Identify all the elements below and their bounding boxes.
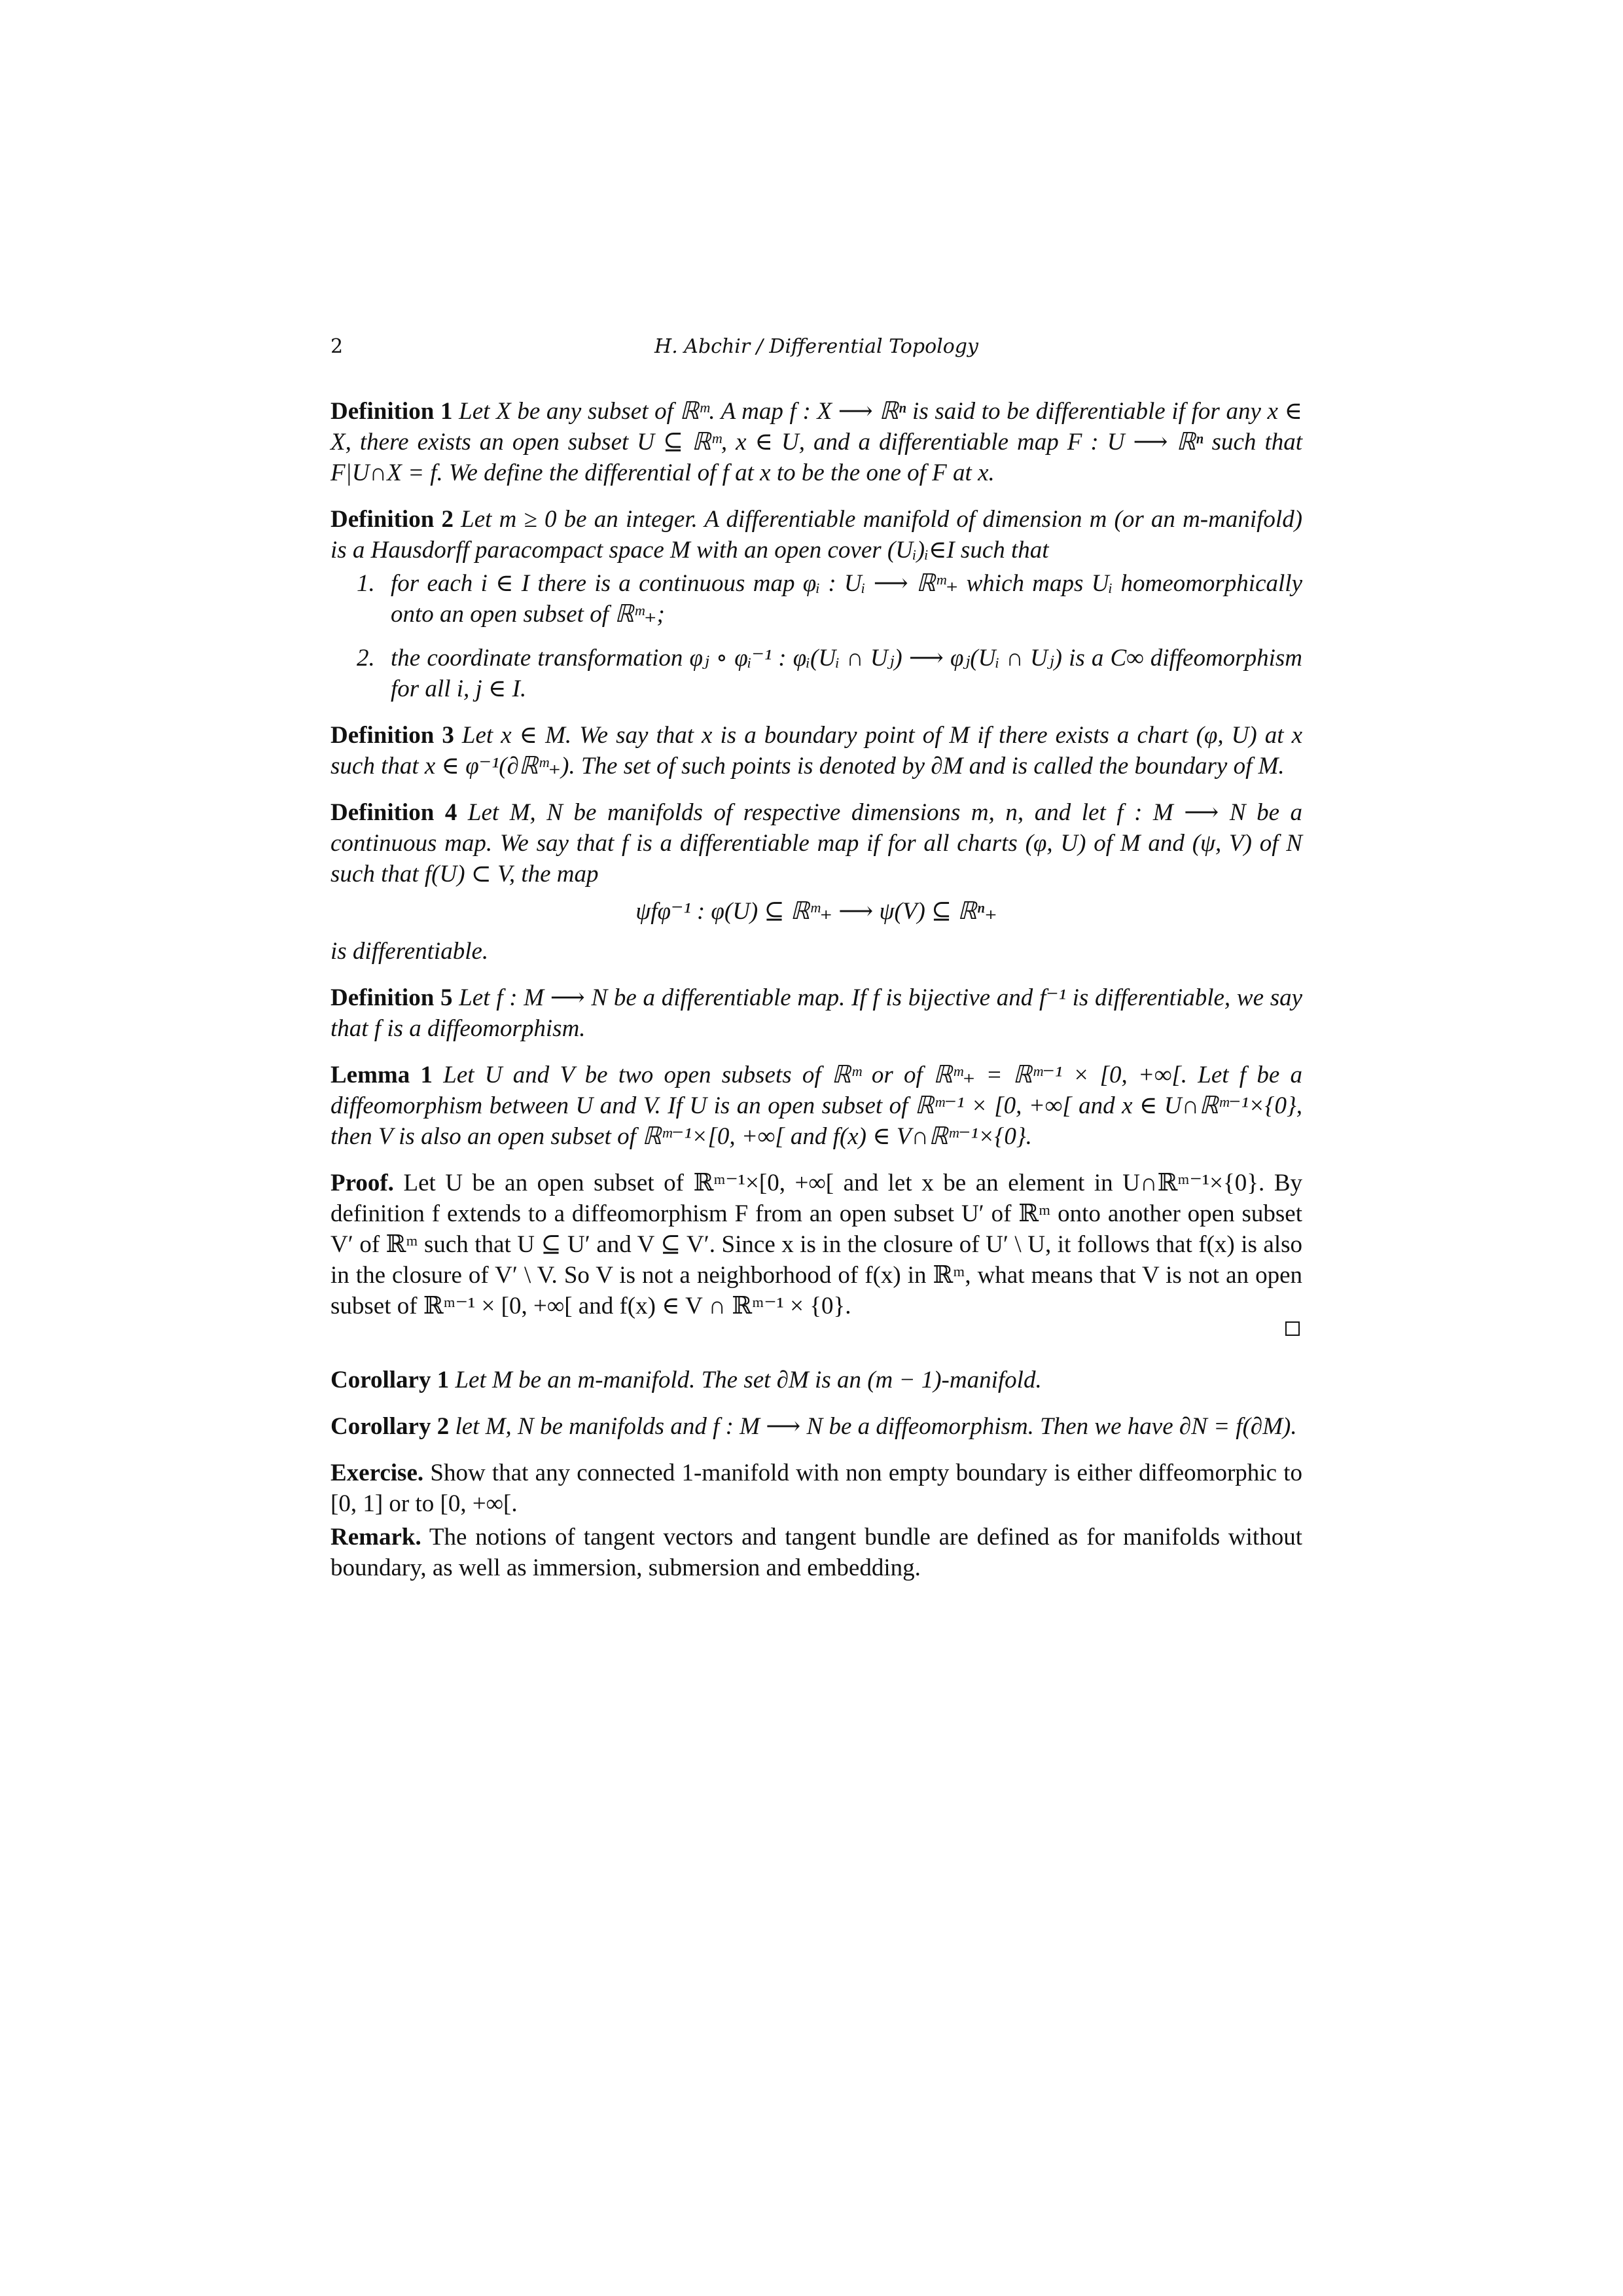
display-equation: ψfφ⁻¹ : φ(U) ⊆ ℝᵐ₊ ⟶ ψ(V) ⊆ ℝⁿ₊ xyxy=(635,898,997,925)
corollary-2 xyxy=(330,1411,1302,1442)
list-item-number: 1. xyxy=(357,570,375,597)
definition-5 xyxy=(330,982,1302,1044)
definition-1-label: Definition 1 xyxy=(330,398,453,425)
definition-2-label: Definition 2 xyxy=(330,506,454,533)
lemma-1-text: Let U and V be two open subsets of ℝᵐ or of ℝᵐ₊ = ℝᵐ⁻¹ × [0, +∞[. Let f be a diffeomorphism between U and V. If U is an open subset of ℝᵐ⁻¹ × [0, +∞[ and x ∈ U∩ℝᵐ⁻¹×{0}, then V is also an open subset of ℝᵐ⁻¹×[0, +∞[ and f(x) ∈ V∩ℝᵐ⁻¹×{0}. xyxy=(330,1062,1302,1150)
qed-row xyxy=(330,1315,1302,1348)
definition-3-label: Definition 3 xyxy=(330,722,454,749)
definition-3 xyxy=(330,720,1302,781)
definition-5-text: Let f : M ⟶ N be a differentiable map. If f is bijective and f⁻¹ is differentiable, we say that f is a diffeomorphism. xyxy=(330,984,1303,1042)
definition-4-text: Let M, N be manifolds of respective dimensions m, n, and let f : M ⟶ N be a continuous map. We say that f is a differentiable map if for all charts (φ, U) of M and (ψ, V) of N such that f(U) ⊂ V, the map xyxy=(330,799,1303,888)
definition-4-continuation: is differentiable. xyxy=(330,938,489,965)
page-number: 2 xyxy=(330,335,344,358)
definition-5-label: Definition 5 xyxy=(330,984,453,1011)
remark-text: The notions of tangent vectors and tangent bundle are defined as for manifolds without boundary, as well as immersion, submersion and embedding. xyxy=(330,1524,1302,1581)
definition-2-list xyxy=(330,568,1302,704)
page-header xyxy=(330,335,1302,368)
definition-2 xyxy=(330,504,1302,565)
lemma-1-label: Lemma 1 xyxy=(330,1062,433,1088)
proof-label: Proof. xyxy=(330,1170,394,1196)
definition-2-text: Let m ≥ 0 be an integer. A differentiable manifold of dimension m (or an m-manifold) is a Hausdorff paracompact space M with an open cover (Uᵢ)ᵢ∈I such that xyxy=(330,506,1303,564)
corollary-2-label: Corollary 2 xyxy=(330,1413,450,1440)
definition-4 xyxy=(330,797,1302,889)
list-item-number: 2. xyxy=(357,645,375,672)
running-head: H. Abchir / Differential Topology xyxy=(654,335,978,358)
corollary-1-label: Corollary 1 xyxy=(330,1367,450,1393)
definition-4-label: Definition 4 xyxy=(330,799,457,826)
page-body xyxy=(330,396,1302,1599)
remark-label: Remark. xyxy=(330,1524,421,1551)
lemma-1 xyxy=(330,1060,1302,1152)
definition-1 xyxy=(330,396,1302,488)
exercise-text: Show that any connected 1-manifold with non empty boundary is either diffeomorphic to [0, 1] or to [0, +∞[. xyxy=(330,1460,1303,1517)
definition-3-text: Let x ∈ M. We say that x is a boundary point of M if there exists a chart (φ, U) at x such that x ∈ φ⁻¹(∂ℝᵐ₊). The set of such points is denoted by ∂M and is called the boundary of M. xyxy=(330,722,1303,780)
list-item-text: for each i ∈ I there is a continuous map φᵢ : Uᵢ ⟶ ℝᵐ₊ which maps Uᵢ homeomorphically onto an open subset of ℝᵐ₊; xyxy=(391,570,1302,628)
qed-square-icon xyxy=(1285,1321,1300,1336)
list-item xyxy=(357,568,1302,630)
corollary-1-text: Let M be an m-manifold. The set ∂M is an (m − 1)-manifold. xyxy=(455,1367,1042,1393)
remark xyxy=(330,1522,1302,1583)
definition-1-text: Let X be any subset of ℝᵐ. A map f : X ⟶ ℝⁿ is said to be differentiable if for any x ∈ X, there exists an open subset U ⊆ ℝᵐ, x ∈ U, and a differentiable map F : U ⟶ ℝⁿ such that F|U∩X = f. We define the differential of f at x to be the one of F at x. xyxy=(330,398,1303,486)
corollary-1 xyxy=(330,1365,1302,1395)
exercise xyxy=(330,1458,1302,1519)
proof-text: Let U be an open subset of ℝᵐ⁻¹×[0, +∞[ and let x be an element in U∩ℝᵐ⁻¹×{0}. By definition f extends to a diffeomorphism F from an open subset U′ of ℝᵐ onto another open subset V′ of ℝᵐ such that U ⊆ U′ and V ⊆ V′. Since x is in the closure of U′ \ U, it follows that f(x) is also in the closure of V′ \ V. So V is not a neighborhood of f(x) in ℝᵐ, what means that V is not an open subset of ℝᵐ⁻¹ × [0, +∞[ and f(x) ∈ V ∩ ℝᵐ⁻¹ × {0}. xyxy=(330,1170,1303,1319)
exercise-label: Exercise. xyxy=(330,1460,424,1486)
corollary-2-text: let M, N be manifolds and f : M ⟶ N be a diffeomorphism. Then we have ∂N = f(∂M). xyxy=(455,1413,1297,1440)
list-item xyxy=(357,643,1302,704)
proof xyxy=(330,1168,1302,1321)
list-item-text: the coordinate transformation φⱼ ∘ φᵢ⁻¹ : φᵢ(Uᵢ ∩ Uⱼ) ⟶ φⱼ(Uᵢ ∩ Uⱼ) is a C∞ diffeomorphism for all i, j ∈ I. xyxy=(391,645,1302,702)
